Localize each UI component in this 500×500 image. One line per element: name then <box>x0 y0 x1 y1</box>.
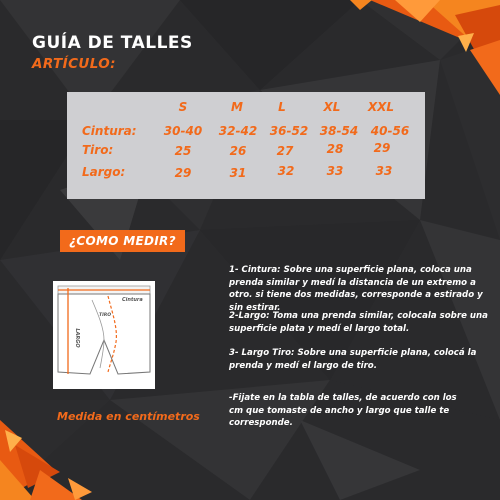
size-header-m: M <box>231 100 243 114</box>
tiro-value-m: 26 <box>229 144 247 158</box>
page-title: GUÍA DE TALLES <box>32 33 193 53</box>
tiro-value-xl: 28 <box>326 142 344 156</box>
diagram-label-cintura: Cintura <box>122 297 143 303</box>
largo-value-xl: 33 <box>326 164 344 178</box>
tiro-value-xxl: 29 <box>373 141 391 155</box>
size-header-s: S <box>178 100 188 114</box>
tiro-value-l: 27 <box>276 144 294 158</box>
row-label-tiro: Tiro: <box>82 143 114 157</box>
largo-value-xxl: 33 <box>375 164 393 178</box>
instruction-largo: 2-Largo: Toma una prenda similar, colocala sobre una superficie plata y medí el largo total. <box>229 311 488 334</box>
cintura-value-l: 36-52 <box>269 124 309 138</box>
largo-value-m: 31 <box>229 166 247 180</box>
size-header-l: L <box>278 100 286 114</box>
diagram-label-tiro: TIRO <box>99 313 112 318</box>
how-to-measure-badge: ¿COMO MEDIR? <box>60 230 185 252</box>
cintura-value-m: 32-42 <box>218 124 258 138</box>
diagram-label-largo: LARGO <box>74 328 80 348</box>
unit-note: Medida en centímetros <box>57 410 200 423</box>
instruction-tabla: -Fijate en la tabla de talles, de acuerdo con los cm que tomaste de ancho y largo que talle te corresponde. <box>229 393 457 428</box>
shorts-diagram <box>52 280 156 390</box>
largo-value-l: 32 <box>277 164 295 178</box>
size-table <box>67 92 425 199</box>
cintura-value-xl: 38-54 <box>319 124 359 138</box>
instruction-cintura: 1- Cintura: Sobre una superficie plana, coloca una prenda similar y medí la distancia de un extremo a otro. si tiene dos medidas, corresponde a estirado y sin estirar. <box>229 265 483 313</box>
largo-value-s: 29 <box>174 166 192 180</box>
cintura-value-s: 30-40 <box>163 124 203 138</box>
size-header-xl: XL <box>323 100 341 114</box>
cintura-value-xxl: 40-56 <box>370 124 410 138</box>
tiro-value-s: 25 <box>174 144 192 158</box>
row-label-largo: Largo: <box>82 165 126 179</box>
article-label: ARTÍCULO: <box>32 56 116 72</box>
instruction-tiro: 3- Largo Tiro: Sobre una superficie plana, colocá la prenda y medí el largo de tiro. <box>229 348 477 371</box>
row-label-cintura: Cintura: <box>82 124 137 138</box>
size-header-xxl: XXL <box>367 100 395 114</box>
